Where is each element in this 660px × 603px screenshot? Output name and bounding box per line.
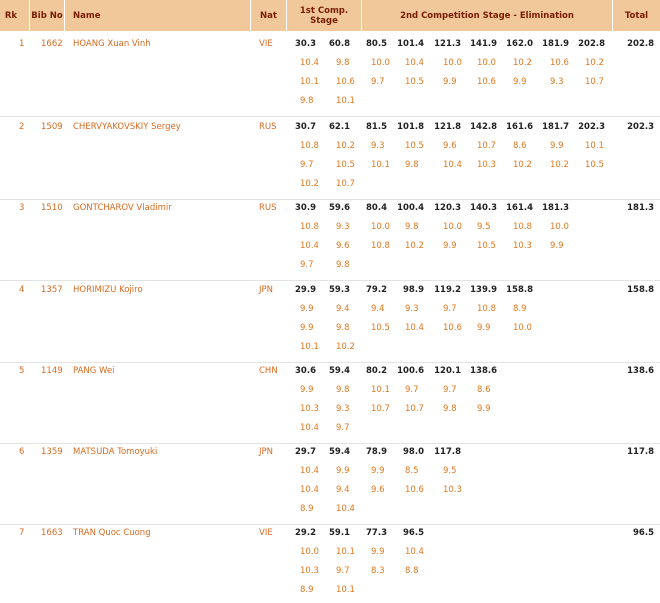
athlete-name: CHERVYAKOVSKIY Sergey	[73, 122, 181, 132]
series-score: 10.7	[477, 141, 496, 151]
series-score: 9.7	[336, 566, 350, 576]
athlete-nation: CHN	[259, 366, 278, 376]
athlete-total: 202.3	[627, 122, 654, 132]
cumulative-score: 29.9	[295, 285, 316, 295]
athlete-nation: VIE	[259, 528, 273, 538]
header-nat: Nat	[260, 10, 277, 21]
cumulative-score: 29.7	[295, 447, 316, 457]
series-score: 9.8	[443, 404, 457, 414]
cumulative-score: 30.3	[295, 39, 316, 49]
cumulative-score: 59.3	[329, 285, 350, 295]
series-score: 9.8	[300, 96, 314, 106]
series-score: 10.1	[300, 342, 319, 352]
cumulative-score: 181.3	[542, 203, 569, 213]
series-score: 10.1	[300, 77, 319, 87]
series-score: 10.6	[477, 77, 496, 87]
series-score: 10.0	[550, 222, 569, 232]
series-score: 9.6	[336, 241, 350, 251]
cumulative-score: 162.0	[506, 39, 533, 49]
cumulative-score: 30.7	[295, 122, 316, 132]
athlete-bib-no: 1510	[41, 203, 63, 213]
series-score: 10.8	[477, 304, 496, 314]
series-score: 10.0	[300, 547, 319, 557]
cumulative-score: 120.3	[434, 203, 461, 213]
series-score: 9.6	[443, 141, 457, 151]
row-divider	[0, 524, 660, 525]
cumulative-score: 138.6	[470, 366, 497, 376]
series-score: 9.3	[550, 77, 564, 87]
series-score: 8.6	[477, 385, 491, 395]
series-score: 10.5	[477, 241, 496, 251]
cumulative-score: 100.6	[397, 366, 424, 376]
cumulative-score: 100.4	[397, 203, 424, 213]
results-table-header	[0, 0, 660, 31]
series-score: 10.1	[336, 547, 355, 557]
cumulative-score: 98.0	[403, 447, 424, 457]
series-score: 9.3	[405, 304, 419, 314]
athlete-bib-no: 1359	[41, 447, 63, 457]
series-score: 10.4	[300, 466, 319, 476]
series-score: 10.4	[336, 504, 355, 514]
athlete-name: HOANG Xuan Vinh	[73, 39, 151, 49]
series-score: 9.9	[371, 466, 385, 476]
cumulative-score: 121.3	[434, 39, 461, 49]
header-divider	[250, 0, 251, 31]
series-score: 9.9	[300, 385, 314, 395]
series-score: 9.9	[371, 547, 385, 557]
cumulative-score: 181.7	[542, 122, 569, 132]
cumulative-score: 80.2	[366, 366, 387, 376]
athlete-nation: RUS	[259, 122, 277, 132]
athlete-total: 96.5	[633, 528, 654, 538]
cumulative-score: 80.4	[366, 203, 387, 213]
series-score: 10.5	[371, 323, 390, 333]
cumulative-score: 139.9	[470, 285, 497, 295]
series-score: 8.9	[513, 304, 527, 314]
cumulative-score: 121.8	[434, 122, 461, 132]
series-score: 8.3	[371, 566, 385, 576]
athlete-rank: 3	[19, 203, 25, 213]
series-score: 10.1	[336, 585, 355, 595]
series-score: 10.3	[443, 485, 462, 495]
athlete-name: PANG Wei	[73, 366, 115, 376]
series-score: 10.8	[300, 141, 319, 151]
header-name: Name	[73, 10, 101, 21]
cumulative-score: 78.9	[366, 447, 387, 457]
cumulative-score: 161.6	[506, 122, 533, 132]
athlete-rank: 1	[19, 39, 25, 49]
cumulative-score: 79.2	[366, 285, 387, 295]
series-score: 9.9	[550, 241, 564, 251]
cumulative-score: 101.4	[397, 39, 424, 49]
series-score: 10.3	[477, 160, 496, 170]
series-score: 10.2	[336, 342, 355, 352]
athlete-name: TRAN Quoc Cuong	[73, 528, 151, 538]
cumulative-score: 59.4	[329, 447, 350, 457]
athlete-nation: RUS	[259, 203, 277, 213]
cumulative-score: 120.1	[434, 366, 461, 376]
series-score: 10.7	[405, 404, 424, 414]
series-score: 10.4	[300, 58, 319, 68]
series-score: 10.5	[585, 160, 604, 170]
athlete-total: 202.8	[627, 39, 654, 49]
header-total: Total	[624, 10, 649, 21]
cumulative-score: 181.9	[542, 39, 569, 49]
series-score: 10.0	[477, 58, 496, 68]
series-score: 8.9	[300, 504, 314, 514]
series-score: 10.4	[300, 241, 319, 251]
series-score: 9.9	[300, 304, 314, 314]
series-score: 10.0	[443, 222, 462, 232]
series-score: 10.0	[443, 58, 462, 68]
cumulative-score: 62.1	[329, 122, 350, 132]
athlete-name: MATSUDA Tomoyuki	[73, 447, 158, 457]
series-score: 10.1	[371, 385, 390, 395]
series-score: 10.2	[513, 58, 532, 68]
series-score: 9.9	[477, 323, 491, 333]
series-score: 8.9	[300, 585, 314, 595]
series-score: 9.9	[443, 241, 457, 251]
series-score: 10.6	[405, 485, 424, 495]
series-score: 10.2	[550, 160, 569, 170]
series-score: 9.9	[443, 77, 457, 87]
series-score: 8.6	[513, 141, 527, 151]
athlete-bib-no: 1662	[41, 39, 63, 49]
series-score: 9.5	[477, 222, 491, 232]
series-score: 9.7	[371, 77, 385, 87]
series-score: 8.5	[405, 466, 419, 476]
cumulative-score: 117.8	[434, 447, 461, 457]
series-score: 9.4	[336, 485, 350, 495]
series-score: 10.8	[300, 222, 319, 232]
series-score: 10.3	[300, 566, 319, 576]
series-score: 9.8	[336, 323, 350, 333]
cumulative-score: 29.2	[295, 528, 316, 538]
series-score: 10.3	[513, 241, 532, 251]
athlete-bib-no: 1509	[41, 122, 63, 132]
cumulative-score: 202.8	[578, 39, 605, 49]
series-score: 8.8	[405, 566, 419, 576]
series-score: 10.7	[371, 404, 390, 414]
cumulative-score: 141.9	[470, 39, 497, 49]
series-score: 9.9	[477, 404, 491, 414]
series-score: 9.4	[336, 304, 350, 314]
header-2nd-competition-stage: 2nd Competition Stage - Elimination	[400, 10, 574, 21]
series-score: 9.7	[443, 304, 457, 314]
series-score: 9.8	[336, 385, 350, 395]
series-score: 9.3	[371, 141, 385, 151]
cumulative-score: 81.5	[366, 122, 387, 132]
row-divider	[0, 199, 660, 200]
cumulative-score: 30.9	[295, 203, 316, 213]
cumulative-score: 96.5	[403, 528, 424, 538]
header-1st-comp-stage: 1st Comp. Stage	[299, 5, 349, 26]
athlete-bib-no: 1663	[41, 528, 63, 538]
athlete-nation: JPN	[259, 447, 273, 457]
cumulative-score: 119.2	[434, 285, 461, 295]
athlete-rank: 6	[19, 447, 25, 457]
series-score: 10.6	[336, 77, 355, 87]
series-score: 10.4	[405, 547, 424, 557]
athlete-rank: 4	[19, 285, 25, 295]
header-bib-no: Bib No	[31, 10, 63, 21]
header-rank: Rk	[4, 10, 18, 21]
series-score: 9.8	[405, 222, 419, 232]
series-score: 9.9	[513, 77, 527, 87]
series-score: 10.8	[513, 222, 532, 232]
cumulative-score: 142.8	[470, 122, 497, 132]
series-score: 9.6	[371, 485, 385, 495]
series-score: 10.2	[405, 241, 424, 251]
series-score: 10.2	[336, 141, 355, 151]
cumulative-score: 98.9	[403, 285, 424, 295]
athlete-total: 158.8	[627, 285, 654, 295]
athlete-name: GONTCHAROV Vladimir	[73, 203, 172, 213]
series-score: 9.7	[300, 260, 314, 270]
athlete-bib-no: 1357	[41, 285, 63, 295]
series-score: 10.7	[585, 77, 604, 87]
row-divider	[0, 443, 660, 444]
series-score: 9.8	[336, 58, 350, 68]
cumulative-score: 59.4	[329, 366, 350, 376]
series-score: 10.5	[336, 160, 355, 170]
series-score: 9.5	[443, 466, 457, 476]
series-score: 10.4	[300, 485, 319, 495]
cumulative-score: 60.8	[329, 39, 350, 49]
series-score: 10.4	[405, 323, 424, 333]
athlete-bib-no: 1149	[41, 366, 63, 376]
series-score: 10.0	[371, 222, 390, 232]
series-score: 9.3	[336, 222, 350, 232]
series-score: 10.5	[405, 141, 424, 151]
header-divider	[64, 0, 65, 31]
cumulative-score: 59.1	[329, 528, 350, 538]
cumulative-score: 80.5	[366, 39, 387, 49]
athlete-total: 181.3	[627, 203, 654, 213]
series-score: 10.4	[405, 58, 424, 68]
series-score: 10.1	[585, 141, 604, 151]
series-score: 9.7	[300, 160, 314, 170]
series-score: 10.7	[336, 179, 355, 189]
cumulative-score: 140.3	[470, 203, 497, 213]
athlete-nation: VIE	[259, 39, 273, 49]
series-score: 10.0	[513, 323, 532, 333]
series-score: 10.8	[371, 241, 390, 251]
series-score: 10.2	[513, 160, 532, 170]
series-score: 10.6	[443, 323, 462, 333]
athlete-total: 117.8	[627, 447, 654, 457]
athlete-total: 138.6	[627, 366, 654, 376]
athlete-nation: JPN	[259, 285, 273, 295]
cumulative-score: 158.8	[506, 285, 533, 295]
series-score: 9.9	[300, 323, 314, 333]
athlete-rank: 5	[19, 366, 25, 376]
series-score: 10.2	[300, 179, 319, 189]
series-score: 9.8	[336, 260, 350, 270]
series-score: 10.2	[585, 58, 604, 68]
athlete-name: HORIMIZU Kojiro	[73, 285, 143, 295]
series-score: 9.9	[336, 466, 350, 476]
row-divider	[0, 362, 660, 363]
series-score: 9.9	[550, 141, 564, 151]
series-score: 9.7	[405, 385, 419, 395]
series-score: 10.6	[550, 58, 569, 68]
series-score: 10.0	[371, 58, 390, 68]
cumulative-score: 161.4	[506, 203, 533, 213]
cumulative-score: 30.6	[295, 366, 316, 376]
series-score: 10.1	[371, 160, 390, 170]
row-divider	[0, 280, 660, 281]
series-score: 10.1	[336, 96, 355, 106]
cumulative-score: 202.3	[578, 122, 605, 132]
athlete-rank: 7	[19, 528, 25, 538]
series-score: 9.4	[371, 304, 385, 314]
series-score: 9.3	[336, 404, 350, 414]
series-score: 10.4	[300, 423, 319, 433]
series-score: 10.4	[443, 160, 462, 170]
athlete-rank: 2	[19, 122, 25, 132]
series-score: 10.5	[405, 77, 424, 87]
cumulative-score: 101.8	[397, 122, 424, 132]
row-divider	[0, 116, 660, 117]
cumulative-score: 59.6	[329, 203, 350, 213]
cumulative-score: 77.3	[366, 528, 387, 538]
series-score: 9.7	[443, 385, 457, 395]
series-score: 10.3	[300, 404, 319, 414]
series-score: 9.7	[336, 423, 350, 433]
series-score: 9.8	[405, 160, 419, 170]
